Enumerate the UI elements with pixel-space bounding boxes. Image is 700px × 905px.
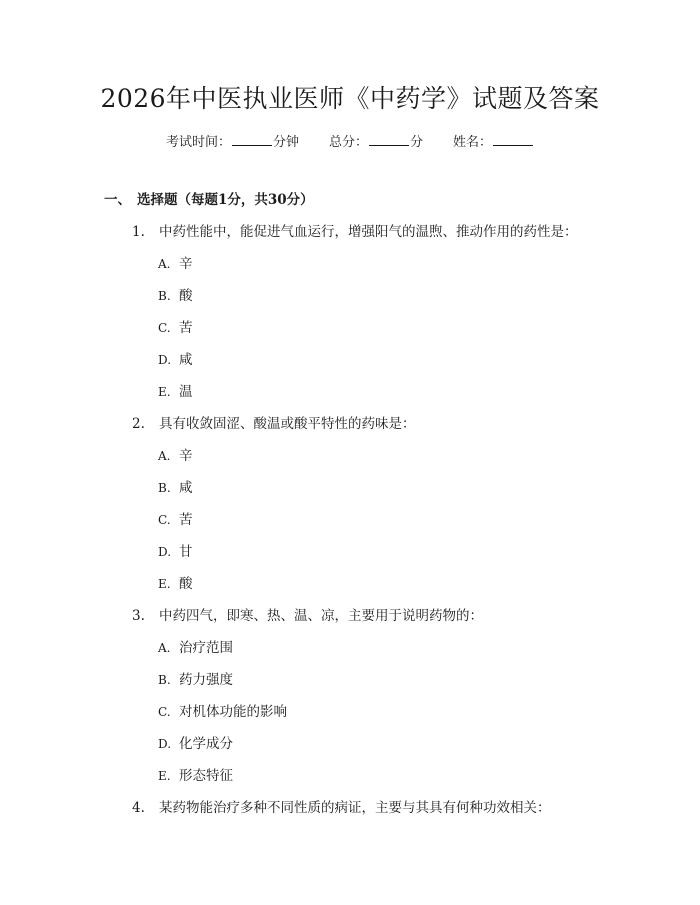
total-score-blank[interactable] bbox=[369, 131, 409, 146]
option-letter: D. bbox=[158, 353, 172, 367]
option-text: 药力强度 bbox=[179, 672, 233, 688]
question-number: 4. bbox=[132, 800, 145, 816]
exam-time-unit: 分钟 bbox=[272, 135, 299, 150]
option-text: 辛 bbox=[179, 256, 193, 272]
option-text: 形态特征 bbox=[179, 768, 233, 784]
question-2-option-d[interactable] bbox=[158, 542, 193, 562]
option-text: 对机体功能的影响 bbox=[179, 704, 287, 720]
name-field bbox=[453, 131, 534, 153]
option-text: 咸 bbox=[179, 480, 193, 496]
option-letter: C. bbox=[158, 321, 171, 335]
option-text: 酸 bbox=[179, 288, 193, 304]
question-text: 中药性能中，能促进气血运行，增强阳气的温煦、推动作用的药性是： bbox=[159, 224, 578, 240]
option-text: 苦 bbox=[179, 512, 193, 528]
question-2-option-a[interactable] bbox=[158, 446, 193, 466]
question-1 bbox=[132, 222, 578, 242]
option-letter: C. bbox=[158, 513, 171, 527]
option-text: 温 bbox=[179, 384, 193, 400]
question-3 bbox=[132, 606, 483, 626]
name-blank[interactable] bbox=[493, 131, 533, 146]
question-text: 某药物能治疗多种不同性质的病证，主要与其具有何种功效相关： bbox=[159, 800, 551, 816]
total-score-label: 总分： bbox=[328, 135, 368, 150]
question-4 bbox=[132, 798, 551, 818]
option-letter: A. bbox=[158, 449, 171, 463]
option-letter: B. bbox=[158, 481, 171, 495]
option-text: 化学成分 bbox=[179, 736, 233, 752]
name-label: 姓名： bbox=[453, 135, 493, 150]
section-heading bbox=[104, 190, 314, 210]
question-1-option-d[interactable] bbox=[158, 350, 193, 370]
question-3-option-c[interactable] bbox=[158, 702, 287, 722]
question-text: 中药四气，即寒、热、温、凉，主要用于说明药物的： bbox=[159, 608, 483, 624]
question-2-option-e[interactable] bbox=[158, 574, 193, 594]
question-2-option-c[interactable] bbox=[158, 510, 193, 530]
option-text: 酸 bbox=[179, 576, 193, 592]
question-3-option-d[interactable] bbox=[158, 734, 233, 754]
question-2-option-b[interactable] bbox=[158, 478, 193, 498]
document-title: 2026年中医执业医师《中药学》试题及答案 bbox=[100, 84, 600, 113]
question-1-option-e[interactable] bbox=[158, 382, 193, 402]
question-number: 3. bbox=[132, 608, 145, 624]
exam-time-blank[interactable] bbox=[232, 131, 272, 146]
option-letter: A. bbox=[158, 641, 171, 655]
option-text: 治疗范围 bbox=[179, 640, 233, 656]
exam-time-label: 考试时间： bbox=[165, 135, 231, 150]
option-text: 辛 bbox=[179, 448, 193, 464]
question-number: 1. bbox=[132, 224, 145, 240]
question-3-option-b[interactable] bbox=[158, 670, 233, 690]
question-text: 具有收敛固涩、酸温或酸平特性的药味是： bbox=[159, 416, 416, 432]
option-letter: D. bbox=[158, 545, 172, 559]
question-3-option-e[interactable] bbox=[158, 766, 233, 786]
exam-info-line bbox=[0, 131, 700, 153]
question-1-option-a[interactable] bbox=[158, 254, 193, 274]
exam-time-field bbox=[166, 131, 299, 153]
question-1-option-b[interactable] bbox=[158, 286, 193, 306]
option-text: 苦 bbox=[179, 320, 193, 336]
section-title: 选择题（每题1分，共30分） bbox=[137, 192, 314, 208]
option-letter: E. bbox=[158, 385, 171, 399]
question-number: 2. bbox=[132, 416, 145, 432]
question-3-option-a[interactable] bbox=[158, 638, 233, 658]
option-letter: C. bbox=[158, 705, 171, 719]
total-score-field bbox=[329, 131, 423, 153]
option-letter: A. bbox=[158, 257, 171, 271]
option-letter: E. bbox=[158, 769, 171, 783]
total-score-unit: 分 bbox=[410, 135, 424, 150]
question-1-option-c[interactable] bbox=[158, 318, 193, 338]
option-letter: D. bbox=[158, 737, 172, 751]
section-number: 一、 bbox=[104, 192, 131, 208]
option-text: 甘 bbox=[179, 544, 193, 560]
option-letter: E. bbox=[158, 577, 171, 591]
question-2 bbox=[132, 414, 416, 434]
option-letter: B. bbox=[158, 289, 171, 303]
option-letter: B. bbox=[158, 673, 171, 687]
option-text: 咸 bbox=[179, 352, 193, 368]
